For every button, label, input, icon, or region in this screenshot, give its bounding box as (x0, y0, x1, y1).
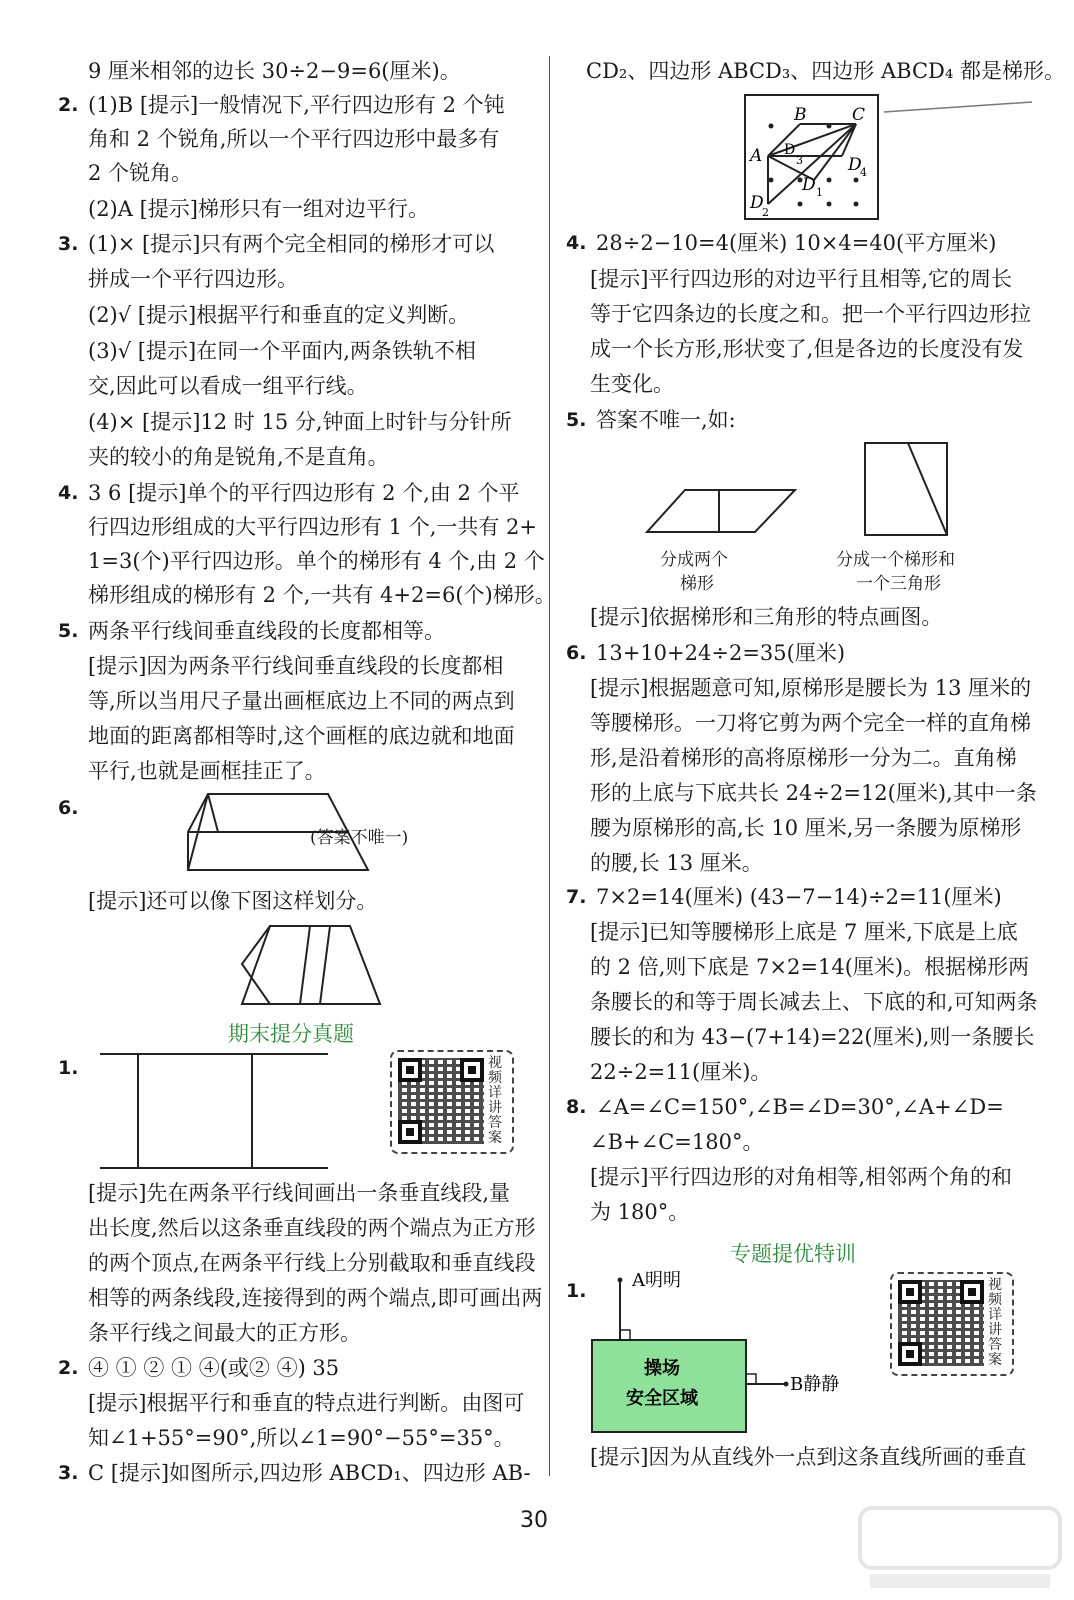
q5-caption-right-2: 一个三角形 (856, 574, 941, 594)
label-sub4: 4 (860, 166, 867, 179)
q5-caption-left-2: 梯形 (680, 574, 714, 594)
left-text-line: 交,因此可以看成一组平行线。 (88, 374, 368, 398)
qr-label-1: 视 频 详 讲 答 案 (488, 1055, 502, 1146)
playground-figure (590, 1270, 880, 1436)
q1-parallel-figure (100, 1052, 330, 1172)
right-text-line: [提示]已知等腰梯形上底是 7 厘米,下底是上底 (590, 920, 1018, 944)
playground-label-2: 安全区域 (626, 1388, 698, 1409)
left-question-number: 3. (58, 233, 79, 255)
right-text-line: 为 180°。 (590, 1200, 690, 1224)
left-text-line: 梯形组成的梯形有 2 个,一共有 4+2=6(个)梯形。 (88, 583, 556, 607)
left-text-line: 行四边形组成的大平行四边形有 1 个,一共有 2+ (88, 515, 538, 539)
left-text-line: 等,所以当用尺子量出画框底边上不同的两点到 (88, 689, 515, 713)
right-text-line: CD₂、四边形 ABCD₃、四边形 ABCD₄ 都是梯形。 (586, 59, 1065, 83)
left-question-number: 4. (58, 482, 79, 504)
left-question-number: 3. (58, 1462, 79, 1484)
left-question-number: 6. (58, 797, 79, 819)
right-question-number: 4. (566, 232, 587, 254)
watermark (850, 1498, 1070, 1598)
page-number: 30 (520, 1508, 548, 1533)
left-text-line: [提示]根据平行和垂直的特点进行判断。由图可 (88, 1391, 525, 1415)
q5-rectangle-split (864, 442, 948, 536)
right-text-line: 条腰长的和等于周长减去上、下底的和,可知两条 (590, 990, 1038, 1014)
right-question-number: 5. (566, 409, 587, 431)
right-text-line: 的 2 倍,则下底是 7×2=14(厘米)。根据梯形两 (590, 955, 1030, 979)
label-d2: D (750, 193, 764, 213)
label-b: B (794, 105, 807, 125)
left-text-line: 1=3(个)平行四边形。单个的梯形有 4 个,由 2 个 (88, 549, 545, 573)
left-text-line: [提示]因为两条平行线间垂直线段的长度都相 (88, 654, 504, 678)
quadrilateral-grid-figure (744, 94, 879, 220)
left-text-line: (4)× [提示]12 时 15 分,钟面上时针与分针所 (88, 410, 512, 434)
left-text-line: 条平行线之间最大的正方形。 (88, 1321, 361, 1345)
left-text-line: 夹的较小的角是锐角,不是直角。 (88, 445, 389, 469)
left-question-number: 2. (58, 94, 79, 116)
left-question-number: 1. (58, 1057, 79, 1079)
right-question-number: 6. (566, 642, 587, 664)
left-text-line: 角和 2 个锐角,所以一个平行四边形中最多有 (88, 127, 500, 151)
left-text-line: 知∠1+55°=90°,所以∠1=90°−55°=35°。 (88, 1426, 515, 1450)
left-text-line: 2 个锐角。 (88, 161, 193, 185)
right-text-line: 形,是沿着梯形的高将原梯形一分为二。直角梯 (590, 746, 1017, 770)
qr-label-2: 视 频 详 讲 答 案 (988, 1277, 1002, 1368)
left-question-number: 2. (58, 1357, 79, 1379)
right-text-line: 7×2=14(厘米) (43−7−14)÷2=11(厘米) (596, 885, 1002, 909)
qr-code-1[interactable] (390, 1050, 514, 1154)
left-text-line: 出长度,然后以这条垂直线段的两个端点为正方形 (88, 1216, 536, 1240)
label-c: C (852, 105, 866, 125)
left-text-line: (2)√ [提示]根据平行和垂直的定义判断。 (88, 303, 470, 327)
right-text-line: [提示]根据题意可知,原梯形是腰长为 13 厘米的 (590, 676, 1032, 700)
right-question-number: 8. (566, 1096, 587, 1118)
right-question-number: 1. (566, 1280, 587, 1302)
right-text-line: 腰长的和为 43−(7+14)=22(厘米),则一条腰长 (590, 1025, 1035, 1049)
right-text-line: 等于它四条边的长度之和。把一个平行四边形拉 (590, 302, 1031, 326)
qr-code-2[interactable] (890, 1272, 1014, 1376)
label-sub2: 2 (762, 206, 769, 219)
label-d4: D (848, 155, 862, 175)
right-text-line: [提示]平行四边形的对边平行且相等,它的周长 (590, 267, 1013, 291)
left-text-line: (3)√ [提示]在同一个平面内,两条铁轨不相 (88, 339, 476, 363)
right-text-line: 13+10+24÷2=35(厘米) (596, 641, 846, 665)
right-text-line: [提示]依据梯形和三角形的特点画图。 (590, 605, 943, 629)
q6-note: (答案不唯一) (310, 828, 409, 848)
right-text-line: 答案不唯一,如: (596, 408, 736, 432)
right-text-line: 形的上底与下底共长 24÷2=12(厘米),其中一条 (590, 781, 1037, 805)
point-a-label: A明明 (632, 1270, 681, 1291)
point-b-label: B静静 (790, 1374, 840, 1395)
left-text-line: 相等的两条线段,连接得到的两个端点,即可画出两 (88, 1286, 543, 1310)
left-text-line: (2)A [提示]梯形只有一组对边平行。 (88, 197, 429, 221)
left-text-line: 两条平行线间垂直线段的长度都相等。 (88, 619, 445, 643)
left-text-line: (1)× [提示]只有两个完全相同的梯形才可以 (88, 232, 495, 256)
left-question-number: 5. (58, 620, 79, 642)
left-text-line: (1)B [提示]一般情况下,平行四边形有 2 个钝 (88, 93, 505, 117)
left-text-line: 3 6 [提示]单个的平行四边形有 2 个,由 2 个平 (88, 481, 520, 505)
q5-parallelogram-split (645, 488, 797, 534)
right-text-line: 的腰,长 13 厘米。 (590, 851, 763, 875)
right-text-line: 22÷2=11(厘米)。 (590, 1060, 772, 1084)
right-text-line: [提示]平行四边形的对角相等,相邻两个角的和 (590, 1165, 1013, 1189)
left-text-line: 的两个顶点,在两条平行线上分别截取和垂直线段 (88, 1251, 536, 1275)
right-text-line: ∠B+∠C=180°。 (590, 1130, 764, 1154)
right-text-line: 腰为原梯形的高,长 10 厘米,另一条腰为原梯形 (590, 816, 1022, 840)
section-title-special: 专题提优特训 (730, 1242, 856, 1266)
left-text-line: [提示]还可以像下图这样划分。 (88, 889, 378, 913)
left-text-line: [提示]先在两条平行线间画出一条垂直线段,量 (88, 1181, 511, 1205)
right-text-line: 等腰梯形。一刀将它剪为两个完全一样的直角梯 (590, 711, 1031, 735)
right-text-line: 28÷2−10=4(厘米) 10×4=40(平方厘米) (596, 231, 997, 255)
stray-line (884, 100, 1034, 114)
right-text-line: 成一个长方形,形状变了,但是各边的长度没有发 (590, 337, 1024, 361)
q5-caption-right-1: 分成一个梯形和 (836, 550, 955, 570)
label-sub1: 1 (816, 186, 823, 199)
label-a: A (750, 146, 763, 166)
right-question-number: 7. (566, 886, 587, 908)
left-text-line: C [提示]如图所示,四边形 ABCD₁、四边形 AB- (88, 1461, 531, 1485)
left-text-line: ④ ① ② ① ④(或② ④) 35 (88, 1356, 340, 1380)
left-text-line: 平行,也就是画框挂正了。 (88, 759, 326, 783)
section-title-final: 期末提分真题 (228, 1022, 354, 1046)
playground-label-1: 操场 (644, 1358, 680, 1379)
label-d1: D (802, 175, 816, 195)
q5-caption-left-1: 分成两个 (660, 550, 728, 570)
column-divider (549, 56, 550, 1476)
left-text-line: 拼成一个平行四边形。 (88, 267, 298, 291)
right-text-line: ∠A=∠C=150°,∠B=∠D=30°,∠A+∠D= (596, 1095, 1004, 1119)
right-text-line: 生变化。 (590, 372, 674, 396)
left-text-line: 9 厘米相邻的边长 30÷2−9=6(厘米)。 (88, 59, 461, 83)
label-sub3: 3 (796, 154, 803, 167)
right-text-line: [提示]因为从直线外一点到这条直线所画的垂直 (590, 1445, 1027, 1469)
left-text-line: 地面的距离都相等时,这个画框的底边就和地面 (88, 724, 515, 748)
hint-figure (240, 924, 385, 1006)
label-d3: D (784, 142, 796, 158)
